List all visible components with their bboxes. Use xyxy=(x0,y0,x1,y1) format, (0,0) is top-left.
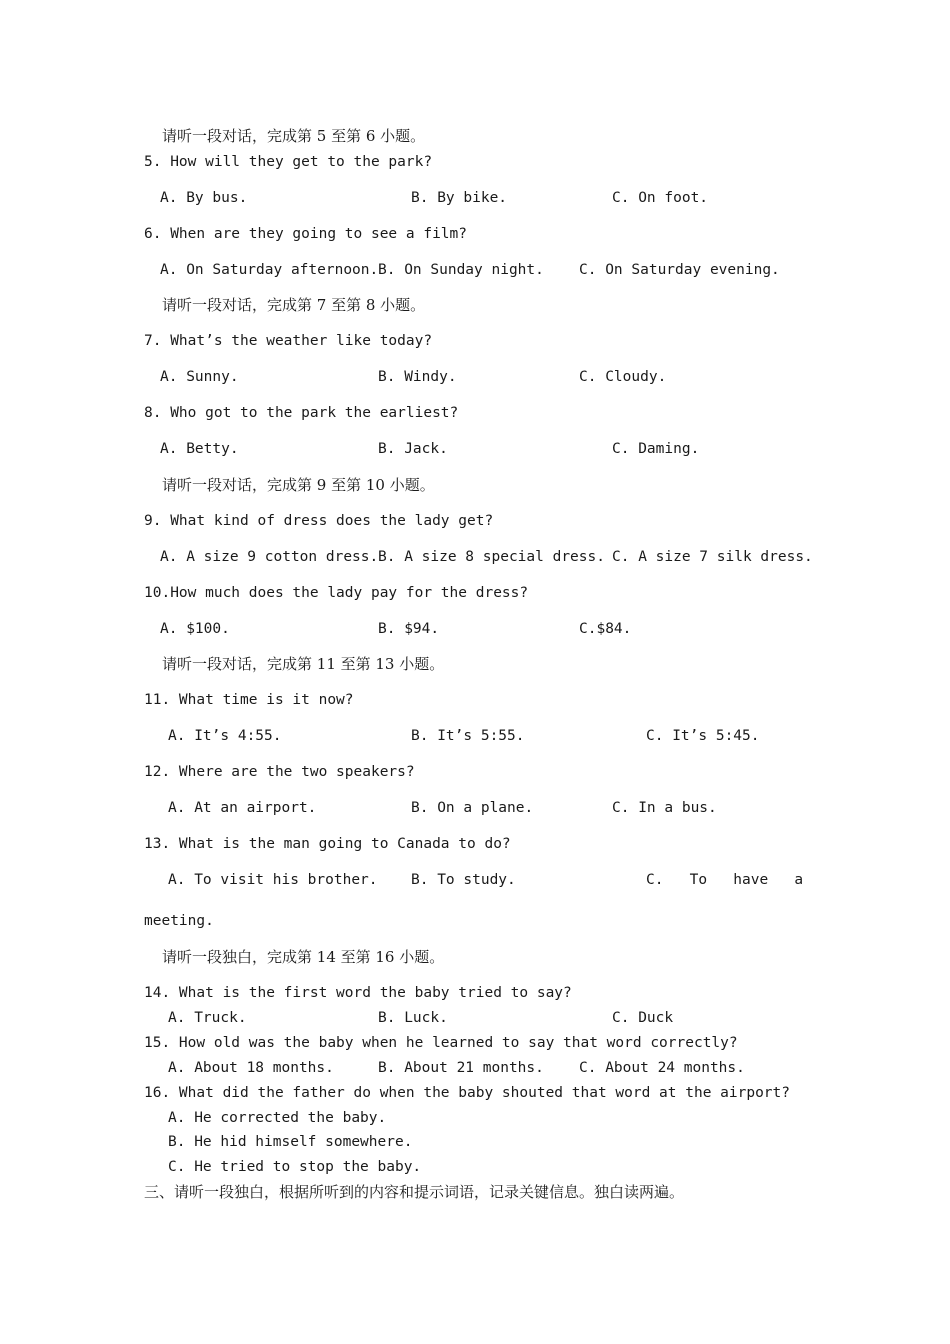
q7-option-a: A. Sunny. xyxy=(160,369,239,385)
question-11: 11. What time is it now? xyxy=(144,692,354,708)
q11-option-c: C. It’s 5:45. xyxy=(646,728,760,744)
q14-option-c: C. Duck xyxy=(612,1010,674,1026)
q7-option-c: C. Cloudy. xyxy=(579,369,667,385)
q16-option-a: A. He corrected the baby. xyxy=(168,1110,387,1126)
q5-option-a: A. By bus. xyxy=(160,190,248,206)
question-14: 14. What is the first word the baby tried to say? xyxy=(144,985,572,1001)
question-16: 16. What did the father do when the baby shouted that word at the airport? xyxy=(144,1085,791,1101)
part-three-heading: 三、请听一段独白，根据所听到的内容和提示词语，记录关键信息。独白读两遍。 xyxy=(144,1183,685,1201)
section-instruction: 请听一段对话，完成第 7 至第 8 小题。 xyxy=(162,296,426,314)
question-12: 12. Where are the two speakers? xyxy=(144,764,415,780)
section-instruction: 请听一段对话，完成第 9 至第 10 小题。 xyxy=(162,476,435,494)
question-13: 13. What is the man going to Canada to do? xyxy=(144,836,511,852)
q12-option-a: A. At an airport. xyxy=(168,800,317,816)
section-instruction: 请听一段对话，完成第 11 至第 13 小题。 xyxy=(162,655,445,673)
q15-option-a: A. About 18 months. xyxy=(168,1060,334,1076)
q15-option-c: C. About 24 months. xyxy=(579,1060,745,1076)
q8-option-a: A. Betty. xyxy=(160,441,239,457)
q13-option-a: A. To visit his brother. xyxy=(168,872,378,888)
q6-option-a: A. On Saturday afternoon. xyxy=(160,262,379,278)
question-15: 15. How old was the baby when he learned to say that word correctly? xyxy=(144,1035,738,1051)
q5-option-c: C. On foot. xyxy=(612,190,709,206)
q13-option-c-continued: meeting. xyxy=(144,913,214,929)
q14-option-b: B. Luck. xyxy=(378,1010,448,1026)
q6-option-b: B. On Sunday night. xyxy=(378,262,544,278)
question-7: 7. What’s the weather like today? xyxy=(144,333,433,349)
q15-option-b: B. About 21 months. xyxy=(378,1060,544,1076)
q10-option-a: A. $100. xyxy=(160,621,230,637)
section-instruction: 请听一段对话，完成第 5 至第 6 小题。 xyxy=(162,127,426,145)
question-10: 10.How much does the lady pay for the dress? xyxy=(144,585,529,601)
question-8: 8. Who got to the park the earliest? xyxy=(144,405,459,421)
question-6: 6. When are they going to see a film? xyxy=(144,226,468,242)
section-instruction: 请听一段独白，完成第 14 至第 16 小题。 xyxy=(162,948,445,966)
q16-option-c: C. He tried to stop the baby. xyxy=(168,1159,422,1175)
q9-option-a: A. A size 9 cotton dress. xyxy=(160,549,379,565)
q16-option-b: B. He hid himself somewhere. xyxy=(168,1134,413,1150)
q5-option-b: B. By bike. xyxy=(411,190,508,206)
q12-option-c: C. In a bus. xyxy=(612,800,717,816)
q7-option-b: B. Windy. xyxy=(378,369,457,385)
q11-option-a: A. It’s 4:55. xyxy=(168,728,282,744)
q14-option-a: A. Truck. xyxy=(168,1010,247,1026)
q11-option-b: B. It’s 5:55. xyxy=(411,728,525,744)
q8-option-c: C. Daming. xyxy=(612,441,700,457)
question-9: 9. What kind of dress does the lady get? xyxy=(144,513,494,529)
q9-option-c: C. A size 7 silk dress. xyxy=(612,549,813,565)
q10-option-b: B. $94. xyxy=(378,621,440,637)
q6-option-c: C. On Saturday evening. xyxy=(579,262,780,278)
question-5: 5. How will they get to the park? xyxy=(144,154,433,170)
q8-option-b: B. Jack. xyxy=(378,441,448,457)
q10-option-c: C.$84. xyxy=(579,621,632,637)
q13-option-b: B. To study. xyxy=(411,872,516,888)
q13-option-c: C. To have a xyxy=(646,872,804,888)
q9-option-b: B. A size 8 special dress. xyxy=(378,549,605,565)
q12-option-b: B. On a plane. xyxy=(411,800,534,816)
